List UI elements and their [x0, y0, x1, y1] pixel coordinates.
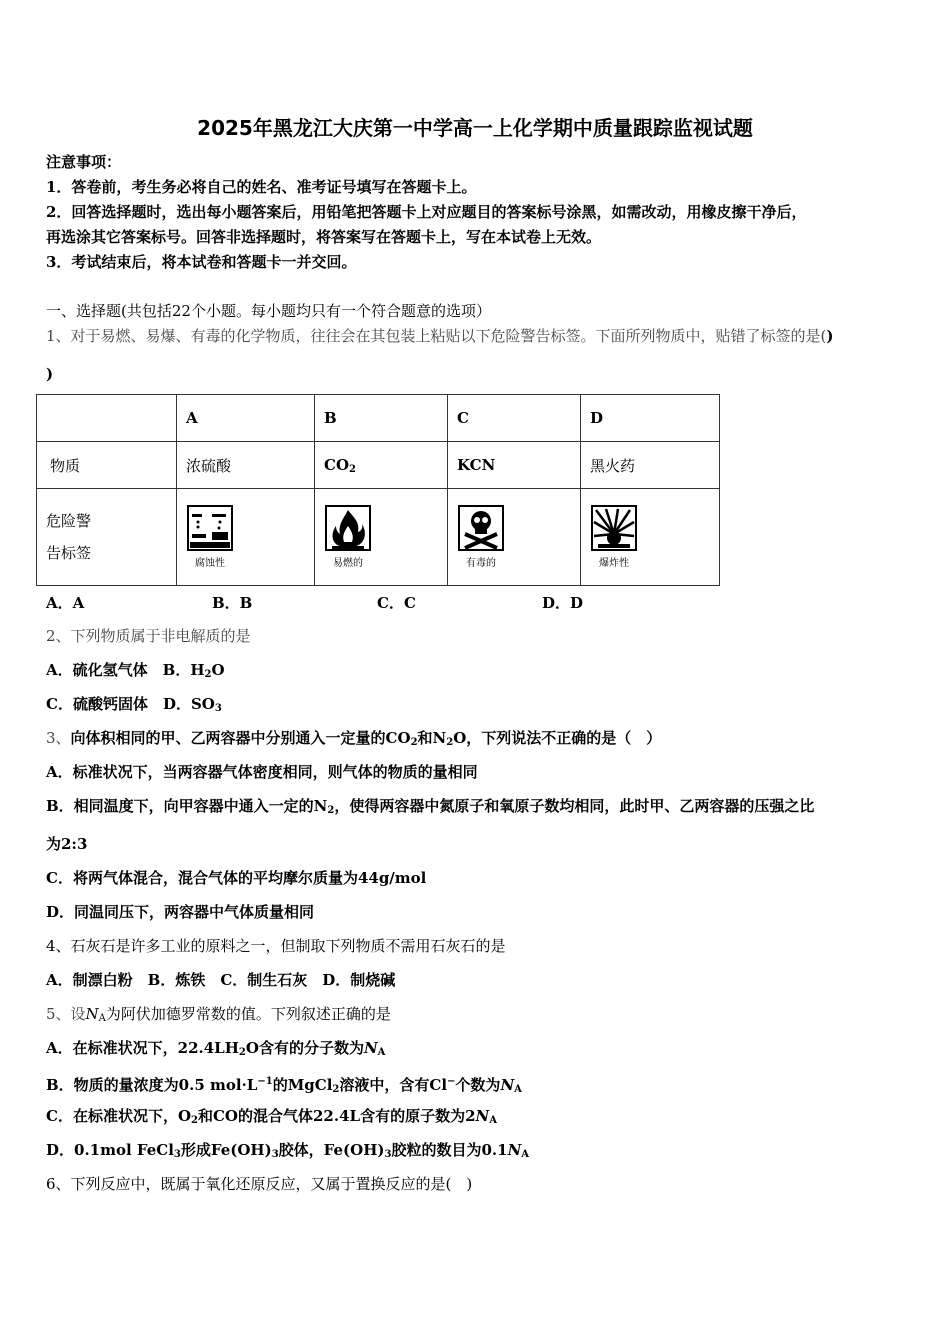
q1-option-a: A．A — [46, 594, 85, 612]
q1-stem-end: ) — [46, 365, 54, 383]
notice-item: 2．回答选择题时，选出每小题答案后，用铅笔把答题卡上对应题目的答案标号涂黑，如需改动，用橡皮擦干净后， — [46, 203, 807, 221]
q3-option-d: D．同温同压下，两容器中气体质量相同 — [46, 903, 315, 921]
q3-option-b: B．相同温度下，向甲容器中通入一定的$N_2$，使得两容器中氮原子和氧原子数均相同，此时甲、乙两容器的压强之比 — [46, 797, 815, 816]
sign-cell-b — [315, 489, 448, 586]
q4-stem: 4、石灰石是许多工业的原料之一，但制取下列物质不需用石灰石的是 — [46, 937, 506, 955]
q5-option-d: D．0.1mol FeCl$_3$形成$Fe(OH)_3$胶体，$Fe(OH)_3$胶粒的数目为$0.1N_A$ — [46, 1141, 530, 1160]
table-header-a: A — [177, 395, 315, 442]
q3-option-b-cont: 为2:3 — [46, 835, 88, 853]
table-header-b: B — [315, 395, 448, 442]
notice-item: 1．答卷前，考生务必将自己的姓名、准考证号填写在答题卡上。 — [46, 178, 477, 196]
q1-option-c: C．C — [377, 594, 416, 612]
table-header-d: D — [581, 395, 720, 442]
substance-d: 黑火药 — [581, 442, 720, 489]
q3-stem: 3、向体积相同的甲、乙两容器中分别通入一定量的$CO_2$和$N_2O$，下列说法不正确的是（ ） — [46, 729, 662, 748]
q6-stem: 6、下列反应中，既属于氧化还原反应，又属于置换反应的是( ) — [46, 1175, 473, 1193]
svg-text:爆炸性: 爆炸性 — [599, 558, 629, 569]
q3-option-a: A．标准状况下，当两容器气体密度相同，则气体的物质的量相同 — [46, 763, 478, 781]
q4-options: A．制漂白粉 B．炼铁 C．制生石灰 D．制烧碱 — [46, 971, 396, 989]
q2-stem: 2、下列物质属于非电解质的是 — [46, 627, 251, 645]
q3-option-c: C．将两气体混合，混合气体的平均摩尔质量为44g/mol — [46, 869, 427, 887]
hazard-table — [36, 394, 720, 586]
skull-icon — [457, 504, 505, 570]
table-row — [37, 489, 720, 586]
notice-item: 再选涂其它答案标号。回答非选择题时，将答案写在答题卡上，写在本试卷上无效。 — [46, 228, 602, 246]
flame-icon — [324, 504, 372, 570]
q5-stem: 5、设$N_A$为阿伏加德罗常数的值。下列叙述正确的是 — [46, 1005, 391, 1024]
substance-c: KCN — [448, 442, 581, 489]
q5-option-c: C．在标准状况下，$O_2$和CO的混合气体22.4L含有的原子数为$2N_A$ — [46, 1107, 497, 1126]
svg-text:腐蚀性: 腐蚀性 — [195, 558, 225, 569]
row-label-sign: 危险警 告标签 — [37, 489, 177, 586]
q1-option-b: B．B — [212, 594, 253, 612]
sign-cell-c — [448, 489, 581, 586]
table-cell — [37, 395, 177, 442]
section-heading: 一、选择题(共包括22个小题。每小题均只有一个符合题意的选项） — [46, 302, 491, 320]
notice-item: 3．考试结束后，将本试卷和答题卡一并交回。 — [46, 253, 357, 271]
q2-option-ab: A．硫化氢气体 B．$H_2O$ — [46, 661, 225, 680]
explosion-icon — [590, 504, 638, 570]
table-header-c: C — [448, 395, 581, 442]
q1-option-d: D．D — [542, 594, 584, 612]
substance-b: $CO_2$ — [315, 442, 448, 489]
sign-cell-a — [177, 489, 315, 586]
row-label-substance: 物质 — [37, 442, 177, 489]
page-title: 2025年黑龙江大庆第一中学高一上化学期中质量跟踪监视试题 — [197, 116, 753, 140]
q5-option-a: A．在标准状况下，$22.4LH_2O$含有的分子数为$N_A$ — [46, 1039, 386, 1058]
substance-a: 浓硫酸 — [177, 442, 315, 489]
notice-heading: 注意事项： — [46, 153, 122, 171]
svg-text:有毒的: 有毒的 — [466, 558, 496, 569]
svg-text:易燃的: 易燃的 — [333, 558, 363, 569]
q1-stem: 1、对于易燃、易爆、有毒的化学物质，往往会在其包装上粘贴以下危险警告标签。下面所列物质中，贴错了标签的是() — [46, 327, 834, 345]
q5-option-b: B．物质的量浓度为0.5 $mol\cdot L^{-1}$的MgCl$_2$溶液中，含有Cl−个数为$N_A$ — [46, 1076, 522, 1095]
corrosive-icon — [186, 504, 234, 570]
q2-option-cd: C．硫酸钙固体 D．$SO_3$ — [46, 695, 222, 714]
sign-cell-d — [581, 489, 720, 586]
table-row — [37, 395, 720, 442]
table-row — [37, 442, 720, 489]
